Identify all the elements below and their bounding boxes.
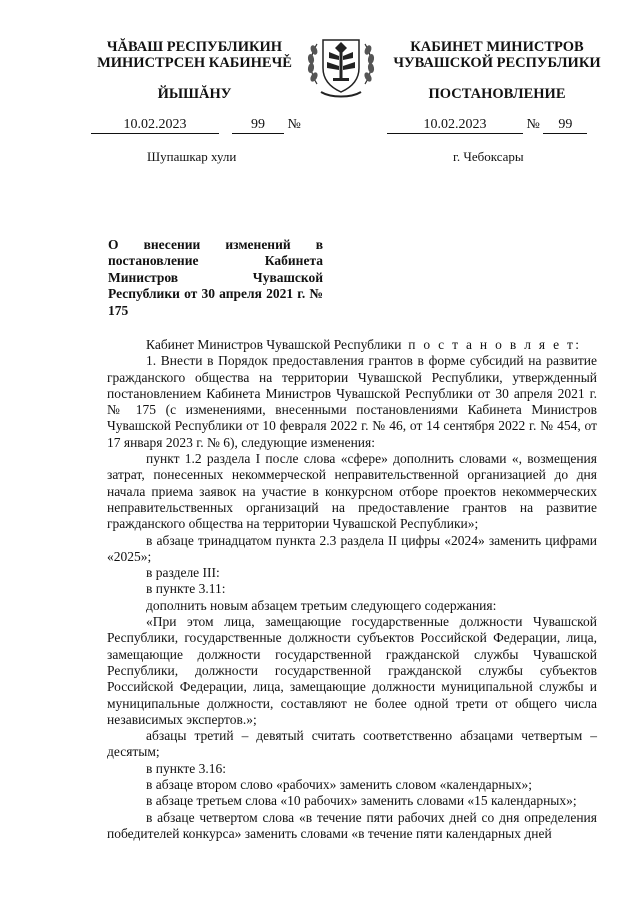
header-right [392, 39, 602, 71]
intro-paragraph [107, 337, 597, 353]
header-left [82, 39, 307, 71]
date-number-right [387, 117, 587, 135]
document-body [107, 337, 597, 842]
doctype-right: ПОСТАНОВЛЕНИЕ [428, 86, 566, 102]
body-paragraph: абзацы третий – девятый считать соответственно абзацами четвертым – десятым; [107, 728, 597, 760]
header-right-line1: КАБИНЕТ МИНИСТРОВ [410, 39, 584, 55]
date-number-left [91, 117, 301, 135]
body-paragraph: в абзаце втором слово «рабочих» заменить словом «календарных»; [146, 777, 532, 793]
body-paragraph: в пункте 3.16: [146, 760, 226, 776]
number-sign-right: № [526, 117, 540, 132]
doctype-left: ЙЫШĂНУ [157, 86, 232, 102]
body-paragraph: 1. Внести в Порядок предоставления грантов в форме субсидий на развитие гражданского общества на территории Чувашской Республики, утвержденный постановлением Кабинета Министров Чувашской Республики от 30 апреля 2021 г. № 175 (с изменениями, внесенными постановлениями Кабинета Министров Чувашской Республики от 10 февраля 2022 г. № 46, от 14 сентября 2022 г. № 454, от 17 января 2023 г. № 6), следующие изменения: [107, 353, 597, 450]
body-paragraph: в абзаце четвертом слова «в течение пяти рабочих дней со дня определения победителей конкурса» заменить словами «в течение пяти календарных дней [107, 809, 597, 841]
body-paragraph: дополнить новым абзацем третьим следующего содержания: [146, 597, 497, 613]
body-paragraph: пункт 1.2 раздела I после слова «сфере» дополнить словами «, возмещения затрат, понесенных некоммерческой неправительственной организацией до дня начала приема заявок на участие в конкурсном отборе проектов некоммерческих неправительственных организаций на предоставление грантов на развитие гражданского общества на территории Чувашской Республики»; [107, 451, 597, 532]
chuvash-republic-emblem-icon [303, 26, 379, 102]
body-paragraph: в абзаце третьем слова «10 рабочих» заменить словами «15 календарных»; [146, 793, 577, 809]
body-paragraph: в абзаце тринадцатом пункта 2.3 раздела II цифры «2024» заменить цифрами «2025»; [107, 532, 597, 564]
date-right: 10.02.2023 [387, 117, 523, 134]
intro-text: Кабинет Министров Чувашской Республики [146, 337, 402, 352]
body-paragraph: в пункте 3.11: [146, 581, 226, 597]
document-subject: О внесении изменений в постановление Кабинета Министров Чувашской Республики от 30 апреля 2021 г. № 175 [108, 237, 323, 318]
place-left: Шупашкар хули [147, 149, 237, 164]
place-right: г. Чебоксары [453, 149, 524, 164]
header-left-line1: ЧĂВАШ РЕСПУБЛИКИН [106, 39, 283, 55]
header-left-line2: МИНИСТРСЕН КАБИНЕЧĚ [97, 55, 292, 71]
header-right-line2: ЧУВАШСКОЙ РЕСПУБЛИКИ [393, 55, 601, 71]
body-paragraph: «При этом лица, замещающие государственные должности Чувашской Республики, государственные должности субъектов Российской Федерации, лица, замещающие должности государственной гражданской службы Чувашской Республики, должности государственной гражданской службы субъектов Российской Федерации, лица, замещающие должности муниципальной службы и муниципальные должности, составляют не более одной трети от общего числа независимых экспертов.»; [107, 614, 597, 727]
date-left: 10.02.2023 [91, 117, 219, 134]
number-sign-left: № [287, 117, 301, 132]
body-paragraph: в разделе III: [146, 565, 220, 581]
number-left: 99 [232, 117, 284, 134]
number-right: 99 [543, 117, 587, 134]
intro-verb: п о с т а н о в л я е т: [408, 337, 582, 352]
